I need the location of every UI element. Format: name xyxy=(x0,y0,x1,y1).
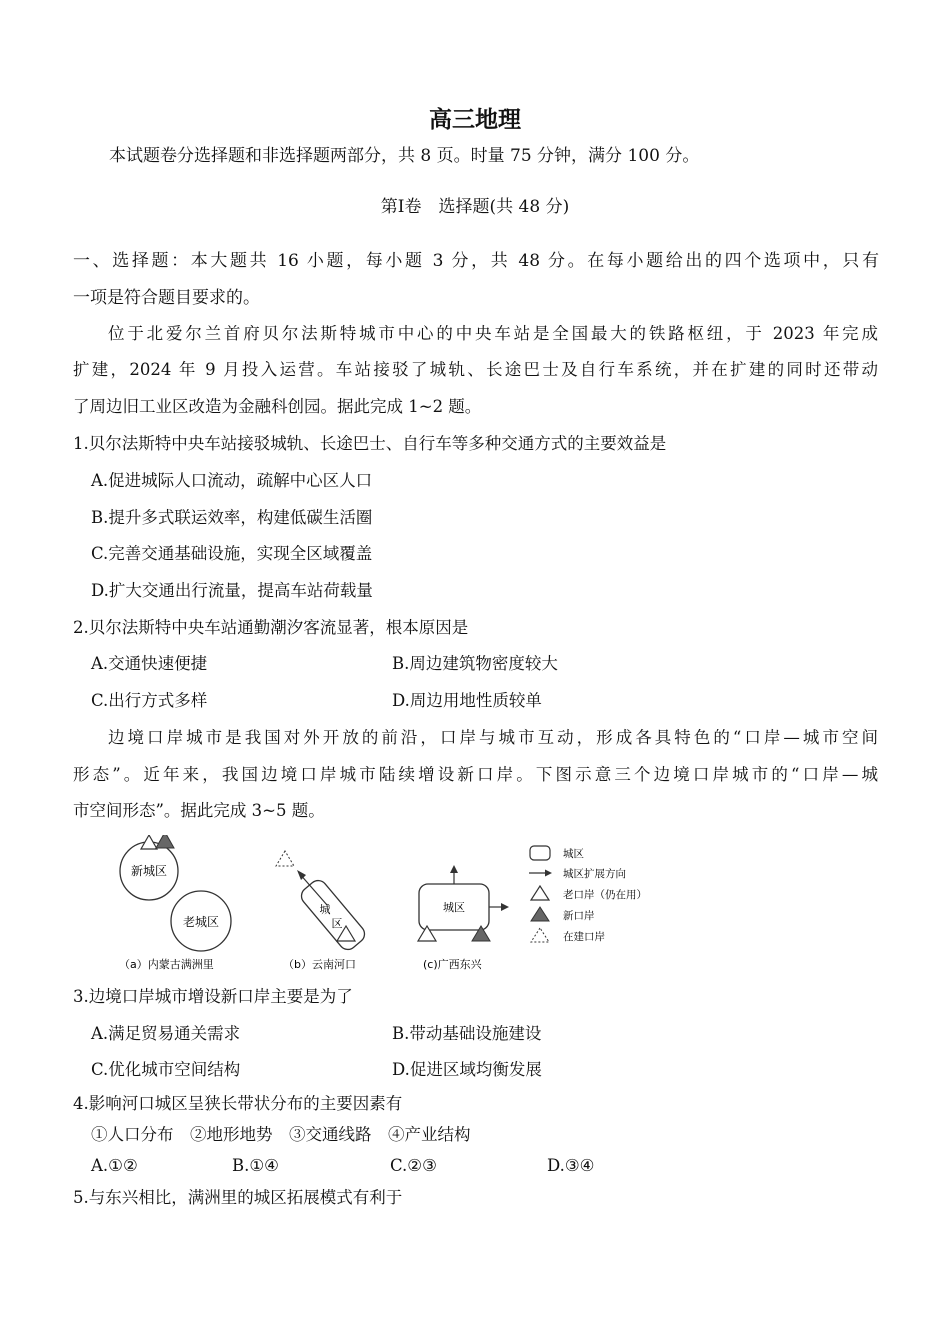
page-title: 高三地理 xyxy=(429,107,521,133)
expand-arrow-right-head xyxy=(501,903,509,911)
expand-arrow-head xyxy=(297,870,306,880)
old-city-label: 老城区 xyxy=(182,915,220,929)
legend-new-port-label: 新口岸 xyxy=(563,910,595,922)
port-city-figure xyxy=(105,835,685,975)
new-port-icon xyxy=(156,835,174,848)
question-2-option-c: C.出行方式多样 xyxy=(91,691,208,710)
exam-intro: 本试题卷分选择题和非选择题两部分，共 8 页。时量 75 分钟，满分 100 分。 xyxy=(109,146,700,166)
caption-c: (c)广西东兴 xyxy=(423,958,482,971)
question-3-option-c: C.优化城市空间结构 xyxy=(91,1060,241,1079)
question-5-stem: 5.与东兴相比，满洲里的城区拓展模式有利于 xyxy=(73,1188,403,1207)
legend-old-port-label: 老口岸（仍在用） xyxy=(563,889,647,901)
question-3-option-b: B.带动基础设施建设 xyxy=(392,1024,542,1043)
old-port-icon xyxy=(418,926,436,941)
section-title: 第Ⅰ卷 选择题(共 48 分) xyxy=(380,197,570,217)
hekou-city-area xyxy=(298,877,368,953)
hekou-city-label-2: 区 xyxy=(331,917,343,930)
question-4-option-b: B.①④ xyxy=(232,1156,279,1175)
question-1-option-a: A.促进城际人口流动，疏解中心区人口 xyxy=(91,471,373,490)
passage1-line3: 了周边旧工业区改造为金融科创园。据此完成 1~2 题。 xyxy=(73,397,482,416)
question-4-items: ①人口分布 ②地形地势 ③交通线路 ④产业结构 xyxy=(91,1125,471,1144)
question-3-stem: 3.边境口岸城市增设新口岸主要是为了 xyxy=(73,987,353,1006)
figure-b-hekou xyxy=(276,851,368,971)
legend-arrow-head xyxy=(545,870,552,877)
legend-urban-icon xyxy=(530,846,550,860)
new-city-label: 新城区 xyxy=(130,864,168,878)
caption-b: （b）云南河口 xyxy=(283,958,356,971)
question-2-option-d: D.周边用地性质较单 xyxy=(392,691,542,710)
expand-arrow-up-head xyxy=(450,865,458,873)
legend-expand-label: 城区扩展方向 xyxy=(563,868,626,880)
new-port-icon xyxy=(472,926,490,941)
passage2-line3: 市空间形态”。据此完成 3~5 题。 xyxy=(73,801,325,820)
question-3-option-a: A.满足贸易通关需求 xyxy=(91,1024,241,1043)
question-4-option-c: C.②③ xyxy=(390,1156,437,1175)
question-4-option-d: D.③④ xyxy=(547,1156,595,1175)
hekou-city-label-1: 城 xyxy=(319,903,331,916)
figure-a-manzhouli xyxy=(119,835,231,971)
legend-urban-label: 城区 xyxy=(563,848,584,860)
question-2-option-a: A.交通快速便捷 xyxy=(91,654,208,673)
passage1-line1: 位于北爱尔兰首府贝尔法斯特城市中心的中央车站是全国最大的铁路枢纽，于 2023 年完成 xyxy=(108,324,878,343)
question-3-option-d: D.促进区域均衡发展 xyxy=(392,1060,542,1079)
legend-building-port-label: 在建口岸 xyxy=(563,931,605,943)
part1-heading-line1: 一、选择题：本大题共 16 小题，每小题 3 分，共 48 分。在每小题给出的四个选项中，只有 xyxy=(73,251,879,271)
question-4-stem: 4.影响河口城区呈狭长带状分布的主要因素有 xyxy=(73,1094,403,1113)
legend-new-port-icon xyxy=(531,907,549,921)
question-2-option-b: B.周边建筑物密度较大 xyxy=(392,654,558,673)
passage2-line2: 形态”。近年来，我国边境口岸城市陆续增设新口岸。下图示意三个边境口岸城市的“口岸—城 xyxy=(73,765,878,784)
figure-c-dongxing xyxy=(418,865,509,971)
passage2-line1: 边境口岸城市是我国对外开放的前沿，口岸与城市互动，形成各具特色的“口岸—城市空间 xyxy=(108,728,878,747)
question-1-option-d: D.扩大交通出行流量，提高车站荷载量 xyxy=(91,581,373,600)
question-4-option-a: A.①② xyxy=(91,1156,138,1175)
building-port-icon xyxy=(276,851,294,866)
figure-legend xyxy=(529,846,647,943)
dongxing-city-label: 城区 xyxy=(443,901,465,914)
question-1-stem: 1.贝尔法斯特中央车站接驳城轨、长途巴士、自行车等多种交通方式的主要效益是 xyxy=(73,434,667,453)
legend-building-port-icon xyxy=(531,928,549,942)
question-1-option-c: C.完善交通基础设施，实现全区域覆盖 xyxy=(91,544,373,563)
question-1-option-b: B.提升多式联运效率，构建低碳生活圈 xyxy=(91,508,373,527)
caption-a: （a）内蒙古满洲里 xyxy=(119,958,214,971)
question-2-stem: 2.贝尔法斯特中央车站通勤潮汐客流显著，根本原因是 xyxy=(73,618,469,637)
legend-old-port-icon xyxy=(531,886,549,900)
passage1-line2: 扩建，2024 年 9 月投入运营。车站接驳了城轨、长途巴士及自行车系统，并在扩建的同时还带动 xyxy=(73,360,878,379)
part1-heading-line2: 一项是符合题目要求的。 xyxy=(73,288,260,308)
